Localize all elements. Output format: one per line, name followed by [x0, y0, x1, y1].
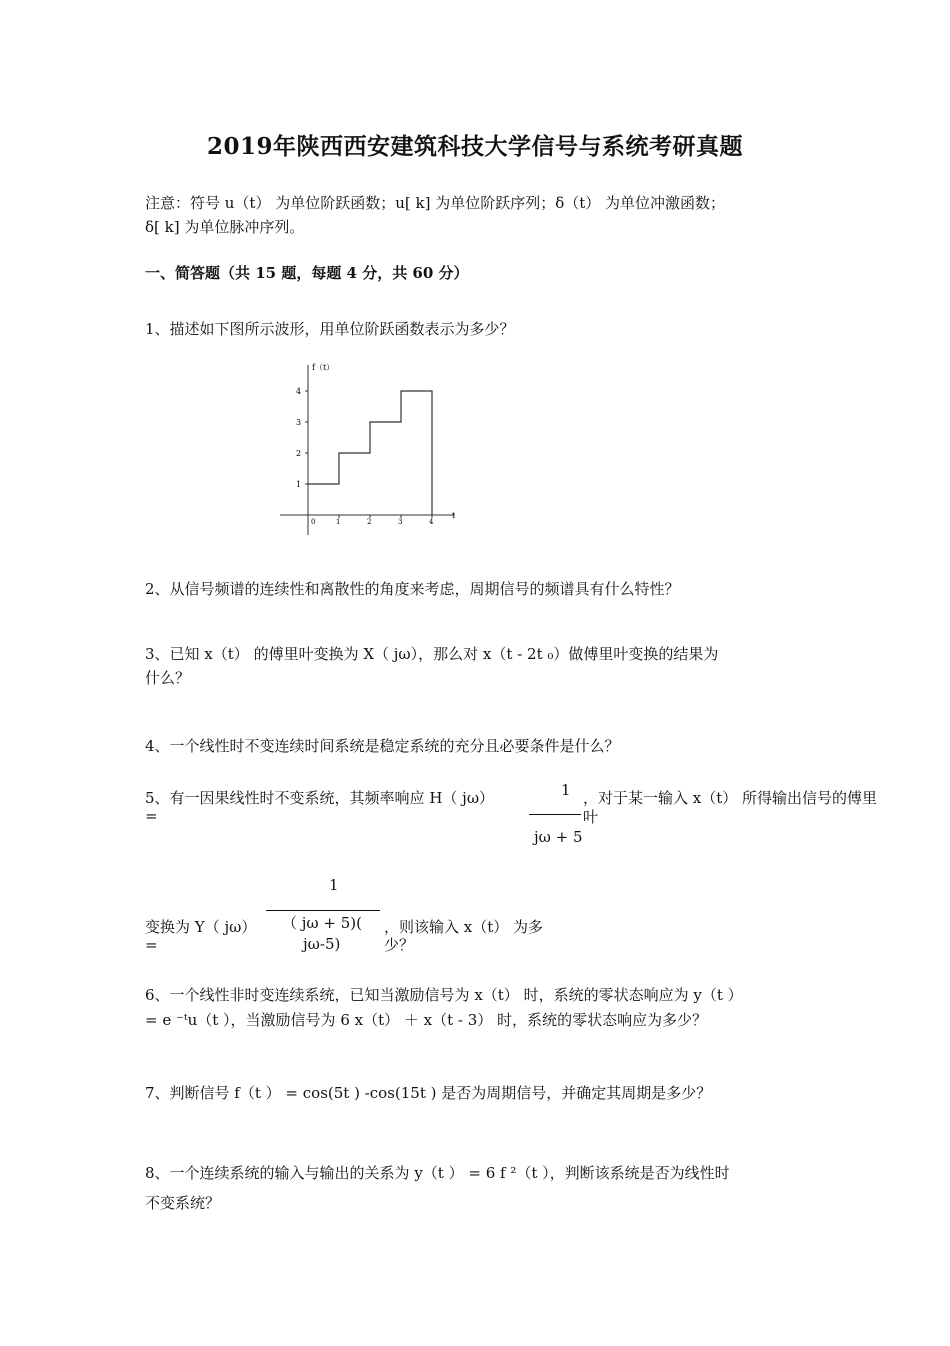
x-tick-label: 1 [336, 518, 341, 526]
y-tick-label: 4 [296, 387, 302, 396]
question-5-equals-2: = [145, 936, 158, 954]
question-5-frac2-num: 1 [329, 876, 339, 894]
step-waveform [308, 391, 432, 515]
x-tick-label: 2 [367, 518, 372, 526]
page-title: 2019年陕西西安建筑科技大学信号与系统考研真题 [206, 133, 743, 160]
question-5-shao: 少？ [384, 936, 415, 954]
step-waveform-figure [270, 355, 470, 540]
x-axis-label: t [452, 511, 456, 520]
y-tick-label: 3 [296, 418, 302, 427]
question-5-text-a: 5、有一因果线性时不变系统，其频率响应 H（ jω） [145, 789, 495, 807]
x-tick-label: 3 [398, 518, 403, 526]
question-5-frac2-line [266, 910, 380, 911]
y-axis-label: f（t） [312, 363, 335, 372]
section-heading: 一、简答题（共 15 题，每题 4 分，共 60 分） [145, 264, 469, 282]
question-5-frac-line [529, 814, 581, 815]
question-7: 7、判断信号 f（t ） = cos(5t ) -cos(15t ) 是否为周期信号，并确定其周期是多少？ [145, 1084, 712, 1102]
question-5-equals: = [145, 807, 158, 825]
question-5-frac2-den-a: （ jω + 5)( [282, 914, 363, 932]
y-tick-labels [296, 387, 308, 489]
question-3-line-2: 什么？ [145, 669, 191, 687]
question-5-ye: 叶 [583, 808, 599, 826]
question-5-frac-num: 1 [561, 781, 571, 799]
question-6-line-1: 6、一个线性非时变连续系统，已知当激励信号为 x（t） 时，系统的零状态响应为 y（t ） [145, 986, 743, 1004]
question-8-line-1: 8、一个连续系统的输入与输出的关系为 y（t ） = 6 f ²（t ），判断该系统是否为线性时 [145, 1164, 730, 1182]
note-line-1: 注意：符号 u（t） 为单位阶跃函数；u[ k] 为单位阶跃序列；δ（t） 为单位冲激函数； [145, 194, 726, 212]
question-2: 2、从信号频谱的连续性和离散性的角度来考虑，周期信号的频谱具有什么特性？ [145, 580, 680, 598]
x-tick-labels [308, 515, 434, 526]
question-3-line-1: 3、已知 x（t） 的傅里叶变换为 X（ jω），那么对 x（t - 2t ₀）做傅里叶变换的结果为 [145, 645, 719, 663]
question-1: 1、描述如下图所示波形，用单位阶跃函数表示为多少？ [145, 320, 515, 338]
x-tick-label: 4 [429, 518, 434, 526]
question-4: 4、一个线性时不变连续时间系统是稳定系统的充分且必要条件是什么？ [145, 737, 620, 755]
question-8-line-2: 不变系统？ [145, 1194, 221, 1212]
y-tick-label: 2 [296, 449, 302, 458]
question-5-frac2-den-b: jω-5) [303, 935, 341, 953]
x-tick-label: 0 [311, 518, 316, 526]
question-5-cont-a: 变换为 Y（ jω） [145, 918, 257, 936]
question-5-cont-b: ，则该输入 x（t） 为多 [384, 918, 544, 936]
note-line-2: δ[ k] 为单位脉冲序列。 [145, 218, 305, 236]
question-6-line-2: = e ⁻ᵗu（t ），当激励信号为 6 x（t） ＋ x（t - 3） 时，系统的零状态响应为多少？ [145, 1011, 708, 1029]
y-tick-label: 1 [296, 480, 302, 489]
question-5-frac-den: jω + 5 [534, 828, 583, 846]
question-5-text-b: ，对于某一输入 x（t） 所得输出信号的傅里 [583, 789, 878, 807]
